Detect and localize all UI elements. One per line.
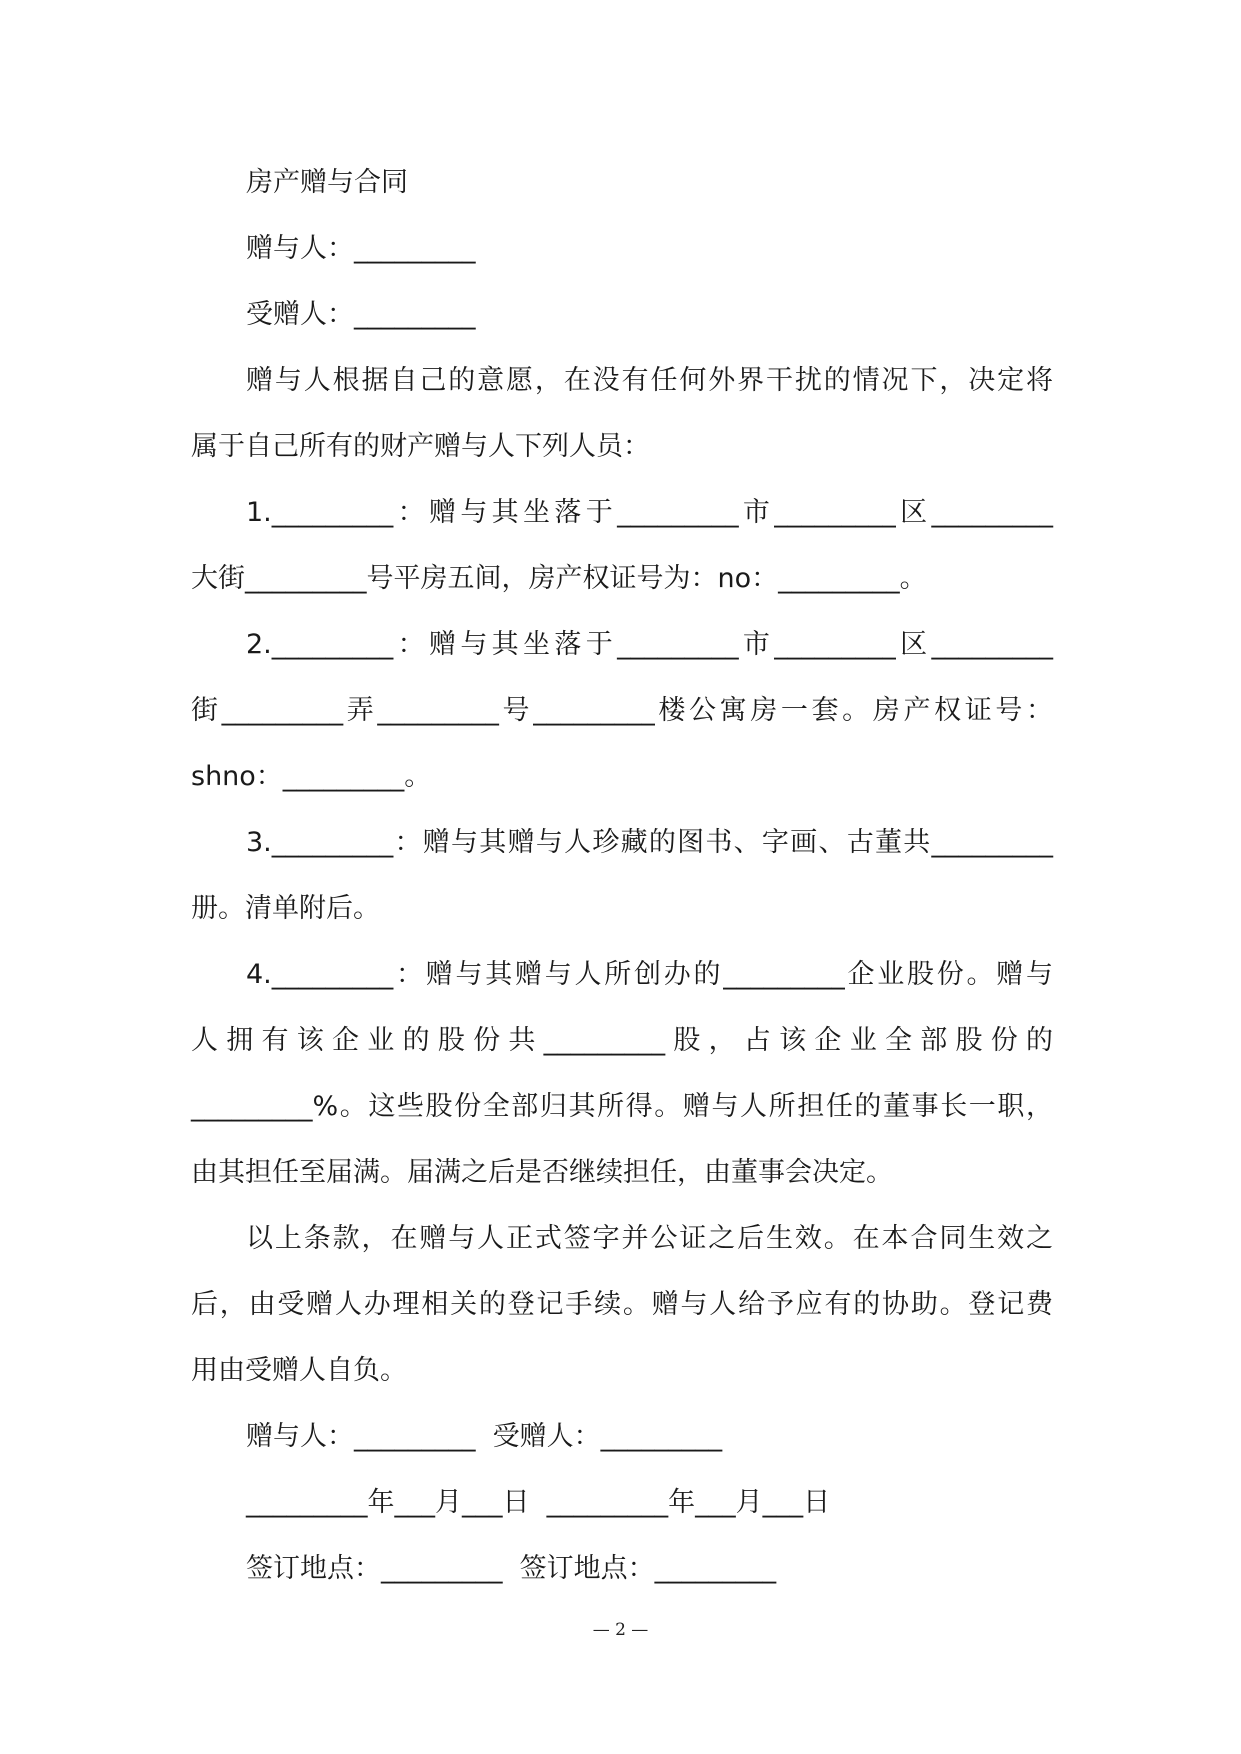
terms-line-2: 后，由受赠人办理相关的登记手续。赠与人给予应有的协助。登记费 — [191, 1289, 1053, 1320]
item-4-line-2: 人拥有该企业的股份共_________股，占该企业全部股份的 — [191, 1025, 1053, 1056]
item-1-line-2: 大街_________号平房五间，房产权证号为：no：_________。 — [191, 563, 927, 594]
item-2-line-3: shno：_________。 — [191, 761, 432, 792]
item-4-line-4: 由其担任至届满。届满之后是否继续担任，由董事会决定。 — [191, 1157, 893, 1188]
item-3-line-2: 册。清单附后。 — [191, 893, 380, 924]
donor-line: 赠与人：_________ — [246, 233, 476, 264]
page-number: — 2 — — [592, 1620, 649, 1640]
date-line: _________年___月___日 _________年___月___日 — [246, 1487, 831, 1518]
intro-paragraph-line-2: 属于自己所有的财产赠与人下列人员： — [191, 431, 650, 462]
item-2-line-2: 街_________弄_________号_________楼公寓房一套。房产权证号： — [191, 695, 1053, 726]
terms-line-3: 用由受赠人自负。 — [191, 1355, 407, 1386]
signature-line: 赠与人：_________ 受赠人：_________ — [246, 1421, 723, 1452]
item-2-line-1: 2._________：赠与其坐落于_________市_________区_________ — [246, 629, 1053, 660]
item-1-line-1: 1._________：赠与其坐落于_________市_________区_________ — [246, 497, 1053, 528]
item-3-line-1: 3._________：赠与其赠与人珍藏的图书、字画、古董共_________ — [246, 827, 1053, 858]
intro-paragraph-line-1: 赠与人根据自己的意愿，在没有任何外界干扰的情况下，决定将 — [246, 365, 1053, 396]
signing-place-line: 签订地点：_________ 签订地点：_________ — [246, 1553, 777, 1584]
terms-line-1: 以上条款，在赠与人正式签字并公证之后生效。在本合同生效之 — [246, 1223, 1053, 1254]
contract-body — [191, 150, 1053, 1602]
contract-title: 房产赠与合同 — [246, 167, 408, 198]
item-4-line-3: _________%。这些股份全部归其所得。赠与人所担任的董事长一职， — [191, 1091, 1053, 1122]
donee-line: 受赠人：_________ — [246, 299, 476, 330]
item-4-line-1: 4._________：赠与其赠与人所创办的_________企业股份。赠与 — [246, 959, 1053, 990]
